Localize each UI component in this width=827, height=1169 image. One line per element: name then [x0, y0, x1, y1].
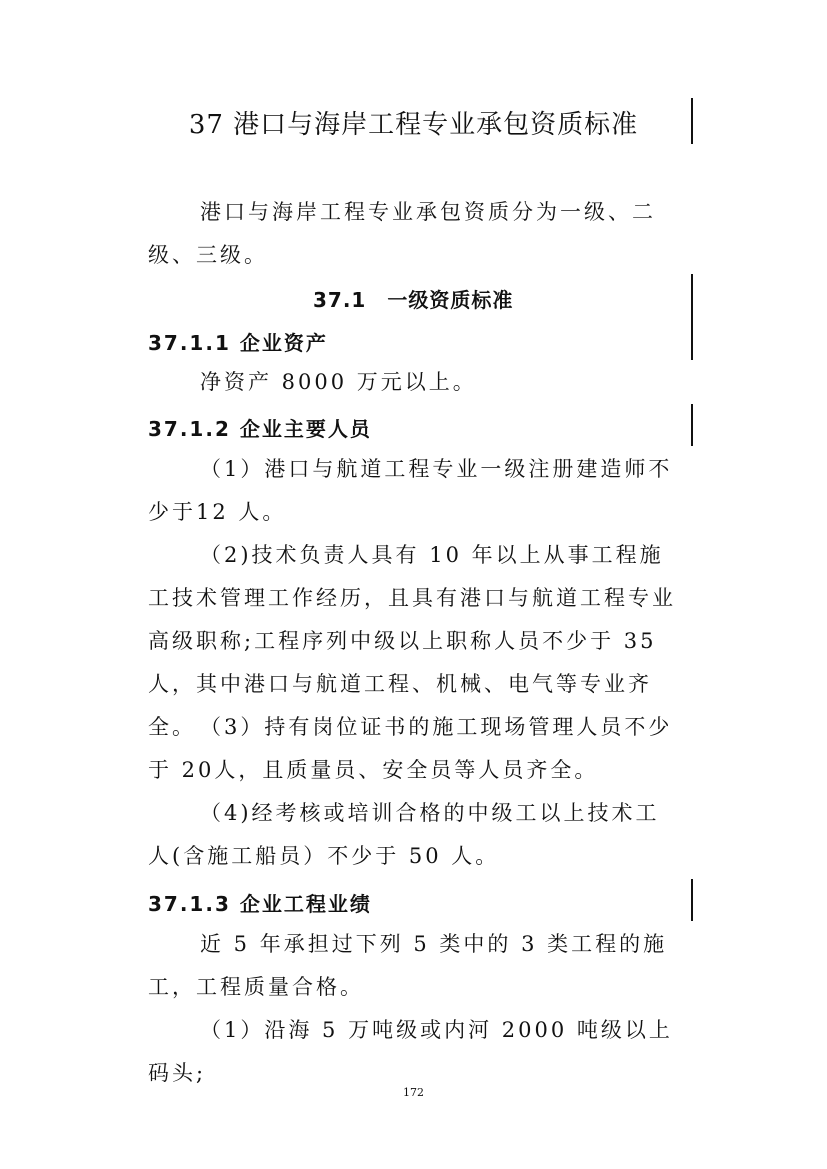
performance-paragraph: 近 5 年承担过下列 5 类中的 3 类工程的施工，工程质量合格。 — [148, 932, 668, 999]
change-bar — [691, 98, 693, 144]
change-bar — [691, 879, 693, 921]
document-title: 37 港口与海岸工程专业承包资质标准 — [188, 110, 639, 140]
list-item: （3）持有岗位证书的施工现场管理人员不少于 20人，且质量员、安全员等人员齐全。 — [148, 715, 673, 782]
list-item: （4)经考核或培训合格的中级工以上技术工人(含施工船员）不少于 50 人。 — [148, 801, 660, 868]
section-heading: 37.1 一级资质标准 — [313, 288, 514, 312]
list-item: （1）沿海 5 万吨级或内河 2000 吨级以上码头; — [148, 1018, 673, 1085]
subsection-heading: 37.1.1 企业资产 — [148, 331, 328, 355]
list-item: （1）港口与航道工程专业一级注册建造师不少于12 人。 — [148, 457, 673, 524]
subsection-heading: 37.1.3 企业工程业绩 — [148, 892, 372, 916]
assets-paragraph: 净资产 8000 万元以上。 — [200, 370, 477, 394]
intro-paragraph: 港口与海岸工程专业承包资质分为一级、二级、三级。 — [148, 200, 656, 267]
subsection-heading: 37.1.2 企业主要人员 — [148, 417, 372, 441]
change-bar — [691, 274, 693, 360]
list-item: （2)技术负责人具有 10 年以上从事工程施工技术管理工作经历，且具有港口与航道工程专业高级职称;工程序列中级以上职称人员不少于 35 人，其中港口与航道工程、机械、电气等专业齐全。 — [148, 543, 676, 739]
change-bar — [691, 404, 693, 446]
page-number: 172 — [403, 1086, 424, 1099]
